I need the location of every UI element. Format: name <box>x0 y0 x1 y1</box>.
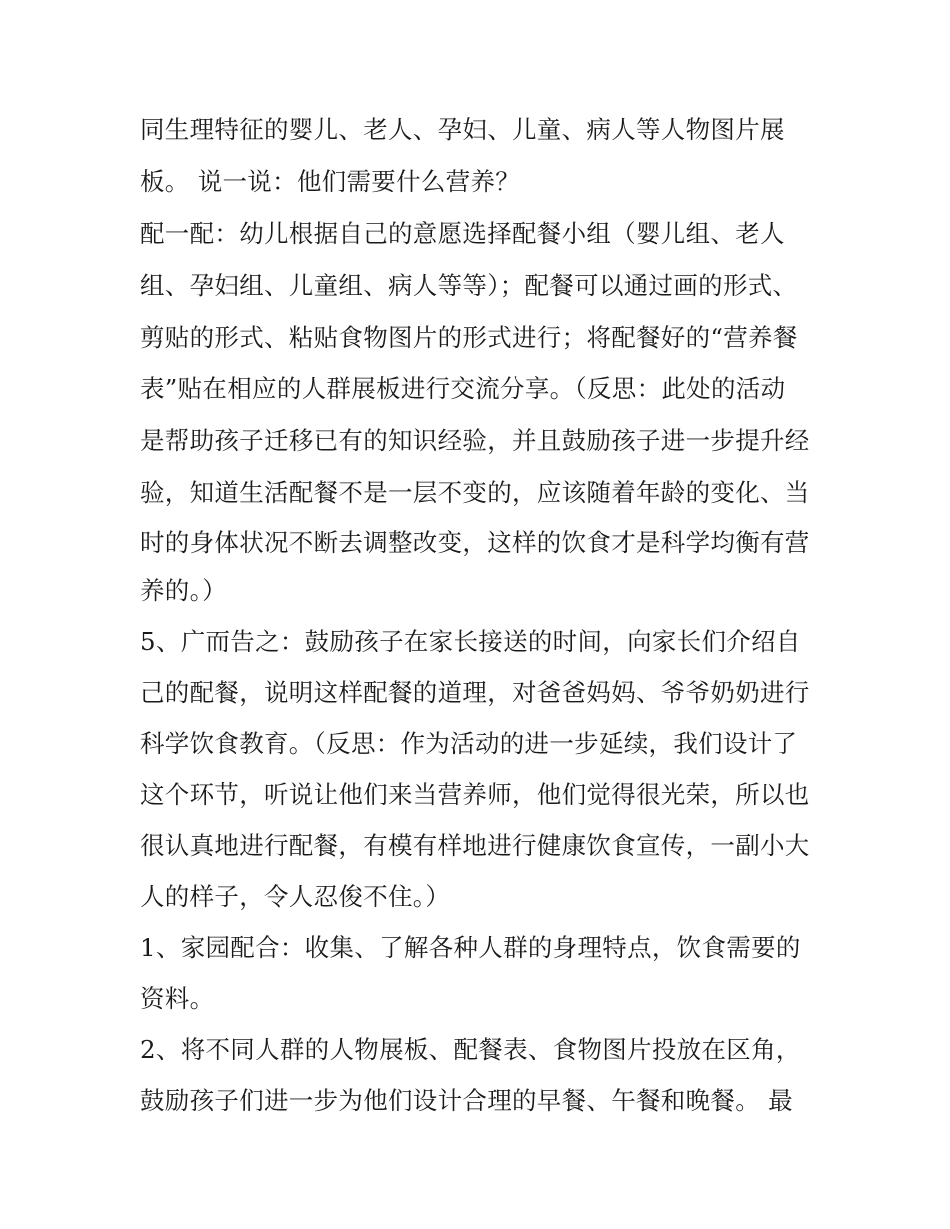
text-line: 时的身体状况不断去调整改变，这样的饮食才是科学均衡有营 <box>140 528 810 557</box>
text-line: 2、将不同人群的人物展板、配餐表、食物图片投放在区角， <box>140 1035 801 1064</box>
text-line: 板。 说一说：他们需要什么营养？ <box>140 167 521 196</box>
text-line: 同生理特征的婴儿、老人、孕妇、儿童、病人等人物图片展 <box>140 115 785 144</box>
text-line: 人的样子，令人忍俊不住。） <box>140 882 451 911</box>
text-line: 鼓励孩子们进一步为他们设计合理的早餐、午餐和晚餐。 最 <box>140 1086 793 1115</box>
text-line: 这个环节，听说让他们来当营养师，他们觉得很光荣，所以也 <box>140 780 810 809</box>
text-line: 组、孕妇组、儿童组、病人等等）；配餐可以通过画的形式、 <box>140 271 798 300</box>
text-line: 1、家园配合：收集、了解各种人群的身理特点，饮食需要的 <box>140 933 801 962</box>
text-line: 验，知道生活配餐不是一层不变的，应该随着年龄的变化、当 <box>140 478 810 507</box>
text-line: 己的配餐，说明这样配餐的道理，对爸爸妈妈、爷爷奶奶进行 <box>140 678 810 707</box>
text-line: 科学饮食教育。（反思：作为活动的进一步延续，我们设计了 <box>140 729 798 758</box>
text-line: 剪贴的形式、粘贴食物图片的形式进行；将配餐好的“营养餐 <box>140 323 798 352</box>
text-line: 很认真地进行配餐，有模有样地进行健康饮食宣传，一副小大 <box>140 831 810 860</box>
text-line: 养的。） <box>140 576 227 605</box>
text-line: 是帮助孩子迁移已有的知识经验，并且鼓励孩子进一步提升经 <box>140 426 810 455</box>
text-line: 资料。 <box>140 984 215 1013</box>
text-line: 表”贴在相应的人群展板进行交流分享。（反思：此处的活动 <box>140 374 786 403</box>
text-line: 5、广而告之：鼓励孩子在家长接送的时间，向家长们介绍自 <box>140 627 801 656</box>
text-line: 配一配：幼儿根据自己的意愿选择配餐小组（婴儿组、老人 <box>140 219 785 248</box>
